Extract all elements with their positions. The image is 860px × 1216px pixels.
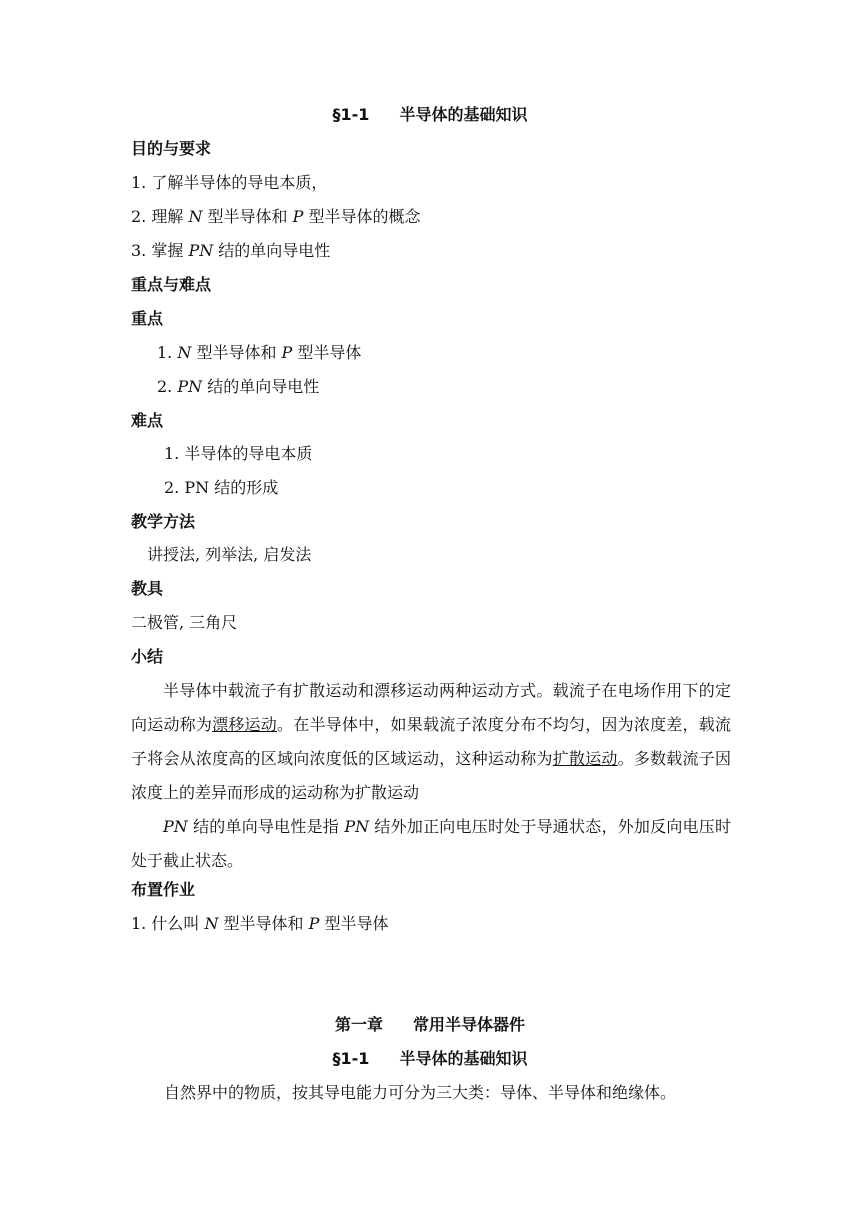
focus-item-2: 2. PN 结的单向导电性	[157, 377, 320, 396]
chapter-section-title: §1-1 半导体的基础知识	[332, 1049, 528, 1068]
summary-heading: 小结	[131, 647, 164, 666]
tools-heading: 教具	[131, 579, 164, 598]
goal-item-1: 1. 了解半导体的导电本质，	[131, 173, 328, 192]
goal-item-3: 3. 掌握 PN 结的单向导电性	[131, 241, 331, 260]
method-heading: 教学方法	[131, 512, 196, 531]
term-diffusion: 扩散运动	[552, 749, 618, 768]
keypoints-heading: 重点与难点	[131, 275, 212, 294]
chapter-intro: 自然界中的物质，按其导电能力可分为三大类：导体、半导体和绝缘体。	[164, 1083, 677, 1102]
difficulty-item-1: 1. 半导体的导电本质	[164, 444, 313, 463]
goal-item-2: 2. 理解 N 型半导体和 P 型半导体的概念	[131, 207, 421, 226]
chapter-title: 第一章 常用半导体器件	[334, 1015, 526, 1034]
difficulty-item-2: 2. PN 结的形成	[164, 478, 279, 497]
tools-text: 二极管, 三角尺	[131, 613, 238, 632]
section-number: §1-1	[332, 105, 370, 124]
method-text: 讲授法, 列举法, 启发法	[147, 545, 312, 564]
page-title	[0, 105, 860, 125]
focus-item-1: 1. N 型半导体和 P 型半导体	[157, 343, 362, 362]
homework-item-1: 1. 什么叫 N 型半导体和 P 型半导体	[131, 914, 389, 933]
focus-heading: 重点	[131, 309, 164, 328]
goals-heading: 目的与要求	[131, 139, 212, 158]
summary-paragraph-1: 半导体中载流子有扩散运动和漂移运动两种运动方式。载流子在电场作用下的定向运动称为漂移运动。在半导体中，如果载流子浓度分布不均匀，因为浓度差，载流子将会从浓度高的区域向浓度低的区域运动，这种运动称为扩散运动。多数载流子因浓度上的差异而形成的运动称为扩散运动	[131, 681, 731, 802]
section-title: 半导体的基础知识	[399, 105, 528, 124]
summary-paragraph-2: PN 结的单向导电性是指 PN 结外加正向电压时处于导通状态，外加反向电压时处于截止状态。	[131, 817, 731, 870]
term-drift: 漂移运动	[212, 715, 277, 734]
difficulty-heading: 难点	[131, 411, 164, 430]
homework-heading: 布置作业	[131, 880, 196, 899]
